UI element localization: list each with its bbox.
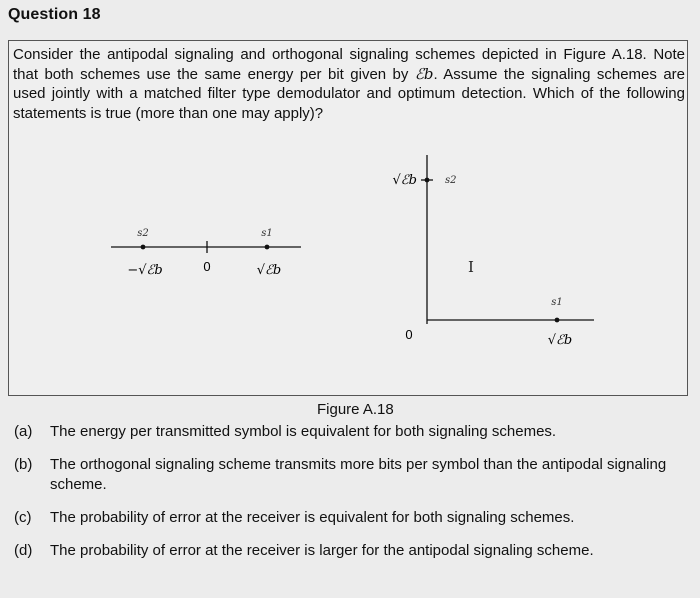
orthogonal-label-s2: s2: [445, 175, 457, 186]
constellation-figure: [9, 41, 687, 395]
antipodal-diagram: [111, 228, 301, 278]
option-b[interactable]: [14, 455, 690, 495]
answer-options: [14, 422, 690, 574]
option-c[interactable]: [14, 508, 690, 528]
orthogonal-point-s1: [555, 318, 560, 323]
orthogonal-point-s2: [425, 178, 430, 183]
orthogonal-tick-y: √ℰb: [392, 173, 417, 188]
question-text-after: . Assume the signaling schemes are used jointly with a matched filter type demodulator and optimum detection. Which of the following statements is true (more than one may apply)?: [13, 65, 685, 122]
question-text-before: Consider the antipodal signaling and orthogonal signaling schemes depicted in Figure A.18. Note that both schemes use the same energy per bit given by: [13, 46, 685, 83]
option-text: The probability of error at the receiver is larger for the antipodal signaling scheme.: [50, 542, 594, 559]
question-title: Question 18: [8, 6, 101, 23]
energy-symbol: ℰb: [414, 64, 434, 83]
option-letter: (b): [14, 456, 33, 473]
antipodal-tick-zero: 0: [203, 259, 211, 274]
option-letter: (a): [14, 423, 33, 440]
orthogonal-diagram: [393, 155, 594, 348]
antipodal-label-s1: s1: [261, 228, 273, 239]
text-cursor-icon: I: [468, 258, 474, 276]
question-box: [8, 40, 688, 418]
option-text: The orthogonal signaling scheme transmits more bits per symbol than the antipodal signaling scheme.: [50, 456, 667, 493]
antipodal-label-s2: s2: [137, 228, 149, 239]
orthogonal-tick-zero: 0: [405, 327, 413, 342]
antipodal-point-s1: [265, 245, 270, 250]
antipodal-point-s2: [141, 245, 146, 250]
option-letter: (d): [14, 542, 33, 559]
option-text: The probability of error at the receiver is equivalent for both signaling schemes.: [50, 509, 575, 526]
option-letter: (c): [14, 509, 32, 526]
orthogonal-label-s1: s1: [551, 297, 563, 308]
option-a[interactable]: [14, 422, 690, 442]
figure-caption: Figure A.18: [317, 401, 394, 418]
option-d[interactable]: [14, 541, 690, 561]
orthogonal-tick-x: √ℰb: [547, 333, 573, 348]
antipodal-tick-neg: −√ℰb: [127, 263, 163, 278]
option-text: The energy per transmitted symbol is equivalent for both signaling schemes.: [50, 423, 557, 440]
antipodal-tick-pos: √ℰb: [256, 263, 282, 278]
